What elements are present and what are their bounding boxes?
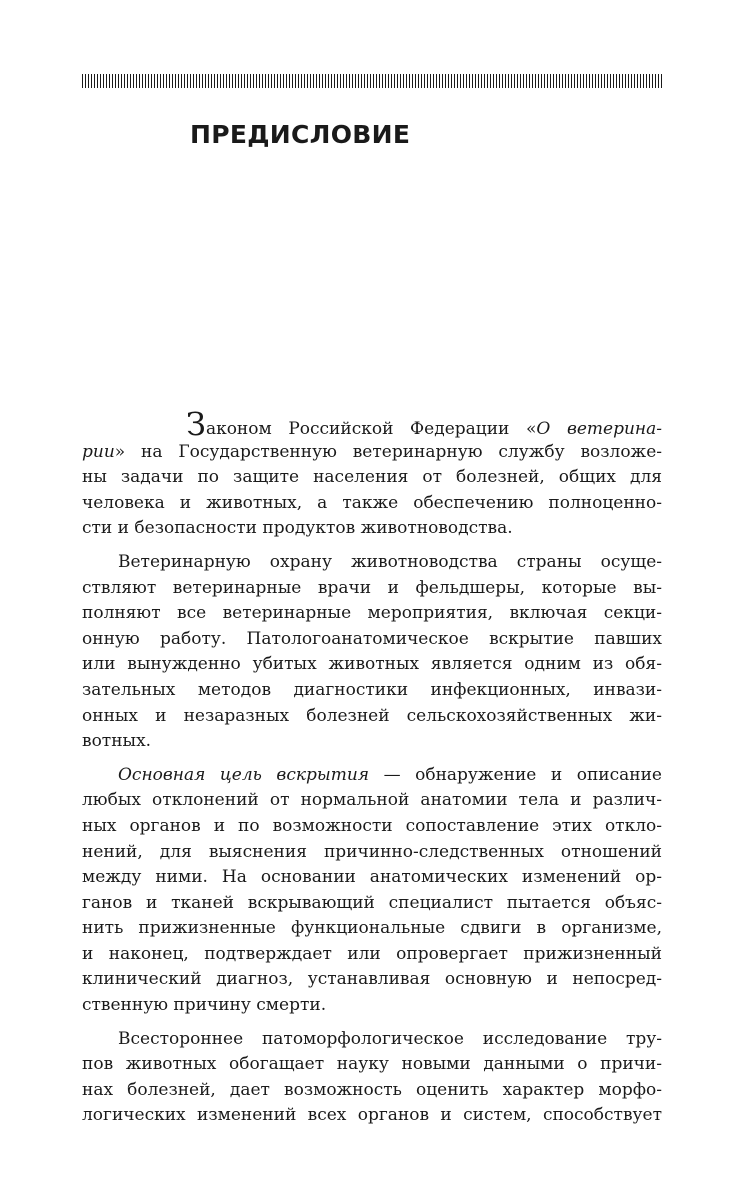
italic-run: Основная цель вскрытия [118, 764, 370, 785]
paragraph [82, 1027, 662, 1129]
text-run: » на Государственную ветеринарную службу возложе- [114, 441, 662, 462]
text-line: и наконец, подтверждает или опровергает прижизненный [82, 943, 662, 964]
text-line: Всестороннее патоморфологическое исследование тру- [118, 1028, 662, 1049]
text-line: сти и безопасности продуктов животноводства. [82, 518, 513, 539]
paragraph [82, 550, 662, 755]
text-line: ны задачи по защите населения от болезней, общих для [82, 467, 662, 488]
text-line: клинический диагноз, устанавливая основную и непосред- [82, 969, 662, 990]
top-rule [82, 74, 662, 88]
text-line: или вынужденно убитых животных является одним из обя- [82, 654, 662, 675]
text-line: вотных. [82, 731, 152, 752]
italic-run: рии [82, 441, 115, 462]
paragraph [82, 763, 662, 1019]
text-line: ствляют ветеринарные врачи и фельдшеры, которые вы- [82, 577, 662, 598]
body-text [82, 405, 662, 1129]
text-line [82, 763, 662, 789]
text-run: аконом Российской Федерации « [205, 419, 537, 439]
text-line: онную работу. Патологоанатомическое вскрытие павших [82, 628, 662, 649]
text-line: человека и животных, а также обеспечению полноценно- [82, 492, 662, 513]
text-line: онных и незаразных болезней сельскохозяйственных жи- [82, 705, 662, 726]
text-line: между ними. На основании анатомических изменений ор- [82, 867, 662, 888]
text-line: логических изменений всех органов и систем, способствует [82, 1105, 662, 1126]
text-run: — обнаружение и описание [369, 764, 662, 785]
text-line: зательных методов диагностики инфекционных, инвази- [82, 679, 662, 700]
text-line: ственную причину смерти. [82, 995, 327, 1016]
text-line: ганов и тканей вскрывающий специалист пытается объяс- [82, 892, 662, 913]
text-line: нить прижизненные функциональные сдвиги в организме, [82, 918, 662, 939]
text-line: пов животных обогащает науку новыми данными о причи- [82, 1054, 662, 1075]
text-line: ных органов и по возможности сопоставление этих откло- [82, 815, 662, 836]
text-line: полняют все ветеринарные мероприятия, включая секци- [82, 603, 662, 624]
text-line: Ветеринарную охрану животноводства страны осуще- [118, 551, 662, 572]
text-line [82, 405, 662, 443]
text-line [82, 440, 662, 466]
page-title: ПРЕДИСЛОВИЕ [190, 120, 411, 149]
drop-cap: З [186, 405, 206, 443]
text-line: нах болезней, дает возможность оценить характер морфо- [82, 1079, 662, 1100]
text-line: нений, для выяснения причинно-следственных отношений [82, 841, 662, 862]
italic-run: О ветерина- [536, 419, 662, 439]
text-line: любых отклонений от нормальной анатомии тела и различ- [82, 790, 662, 811]
paragraph [82, 405, 662, 542]
